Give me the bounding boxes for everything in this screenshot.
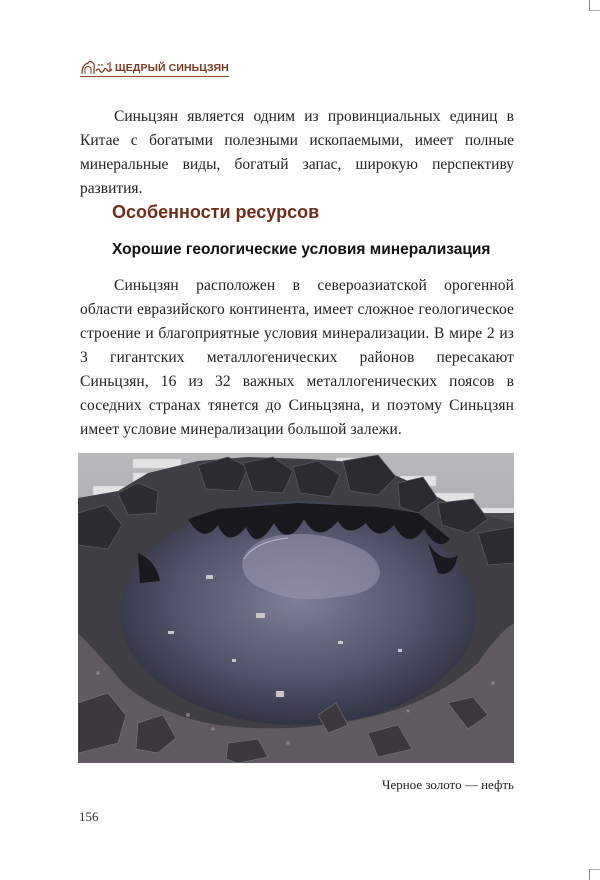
crop-mark-top-right-horizontal <box>589 10 600 11</box>
subsection-title: Хорошие геологические условия минерализация <box>112 241 491 258</box>
page-number: 156 <box>79 809 99 824</box>
running-head-rule <box>80 76 229 77</box>
running-head-title: ЩЕДРЫЙ СИНЬЦЗЯН <box>115 62 229 74</box>
xinjiang-calligraphy-logo-icon <box>80 59 114 77</box>
running-head <box>80 57 229 77</box>
crop-mark-bottom-right-horizontal <box>589 869 600 870</box>
figure-caption: Черное золото — нефть <box>382 777 514 792</box>
section-title: Особенности ресурсов <box>112 202 320 222</box>
oil-pool-photo <box>78 453 514 763</box>
crop-mark-top-right <box>589 0 590 10</box>
body-paragraph: Синьцзян расположен в североазиатской орогенной области евразийского континента, имеет сложное геологическое строение и благоприятные условия минерализации. В мире 2 из 3 гигантских металлогенических районов пересакают Синьцзян, 16 из 32 важных металлогенических поясов в соседних странах тянется до Синьцзяна, и поэтому Синьцзян имеет условие минерализации большой залежи. <box>80 277 514 438</box>
crop-mark-bottom-right <box>589 869 590 880</box>
intro-paragraph: Синьцзян является одним из провинциальных единиц в Китае с богатыми полезными ископаемыми, имеет полные минеральные виды, богатый запас, широкую перспективу развития. <box>80 108 514 197</box>
